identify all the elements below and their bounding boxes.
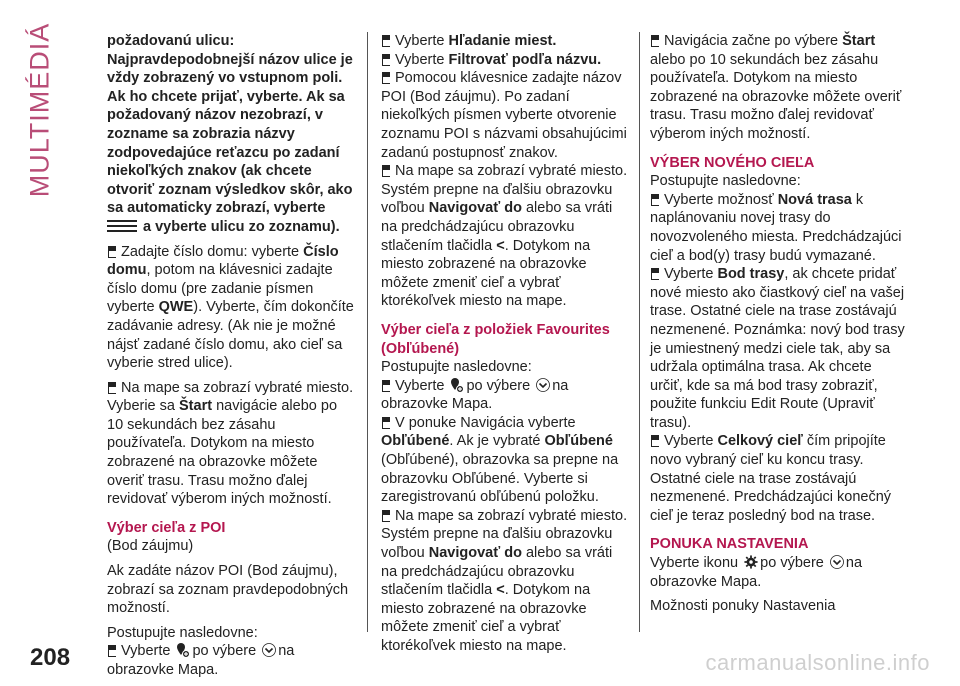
section-heading: Výber cieľa z POI bbox=[107, 519, 226, 536]
paragraph: Postupujte nasledovne: bbox=[650, 173, 801, 190]
list-item: Na mape sa zobrazí vybraté miesto. Vyberie sa Štart navigácie alebo po 10 sekundách bez zásahu používateľa. Dotykom na miesto zobrazené na obrazovke môžete overiť trasu. Trasu možno ďalej revidovať výberom iných možností. bbox=[107, 379, 354, 508]
arrow-icon bbox=[107, 246, 117, 257]
section-heading: Výber cieľa z položiek Favourites (Obľúbené) bbox=[381, 321, 610, 357]
section-heading: VÝBER NOVÉHO CIEĽA bbox=[650, 154, 815, 171]
arrow-icon bbox=[650, 435, 660, 446]
arrow-icon bbox=[381, 72, 391, 83]
list-item: Na mape sa zobrazí vybraté miesto. Systém prepne na ďalšiu obrazovku voľbou Navigovať do alebo sa vráti na predchádzajúcu obrazovku stlačením tlačidla <. Dotykom na miesto zobrazené na obrazovke môžete zmeniť cieľ a vybrať ktorékoľvek miesto na mape. bbox=[381, 163, 628, 310]
list-item: Na mape sa zobrazí vybraté miesto. Systém prepne na ďalšiu obrazovku voľbou Navigovať do alebo sa vráti na predchádzajúcu obrazovku stlačením tlačidla <. Dotykom na miesto zobrazené na obrazovke môžete zmeniť cieľ a vybrať ktorékoľvek miesto na mape. bbox=[381, 507, 628, 654]
list-item: Vyberte možnosť Nová trasa k naplánovaniu novej trasy do novozvoleného miesta. Predchádzajúci cieľ a bod(y) trasy budú vymazané. bbox=[650, 191, 902, 264]
list-item: Vyberte po výbere na obrazovke Mapa. bbox=[381, 377, 569, 413]
list-item: Zadajte číslo domu: vyberte Číslo domu, potom na klávesnici zadajte číslo domu (pre zadanie písmen vyberte QWE). Vyberte, čím dokončíte zadávanie adresy. (Ak nie je možné nájsť zadané číslo domu, ako cieľ sa vyberie stred ulice). bbox=[107, 243, 354, 372]
column-3 bbox=[650, 32, 905, 622]
page-number: 208 bbox=[30, 644, 71, 671]
column-divider bbox=[639, 32, 640, 632]
arrow-icon bbox=[107, 382, 117, 393]
chevron-down-icon bbox=[830, 554, 844, 570]
paragraph: Vyberte ikonu po výbere na obrazovke Mapa. bbox=[650, 555, 863, 590]
paragraph bbox=[107, 32, 357, 237]
list-icon bbox=[107, 219, 137, 233]
section-title: MULTIMÉDIÁ bbox=[24, 22, 55, 198]
section-side-tab bbox=[20, 22, 60, 198]
paragraph: Postupujte nasledovne: bbox=[381, 359, 532, 376]
map-pin-add-icon bbox=[176, 642, 190, 658]
arrow-icon bbox=[650, 194, 660, 205]
arrow-icon bbox=[381, 417, 391, 428]
arrow-icon bbox=[381, 35, 391, 46]
chevron-down-icon bbox=[262, 642, 276, 658]
paragraph-text: požadovanú ulicu: Najpravdepodobnejší názov ulice je vždy zobrazený vo vstupnom poli. Ak ho chcete prijať, vyberte. Ak sa požadovaný názov nezobrazí, v zozname sa zobrazia názvy zodpovedajúce reťazcu po zadaní niekoľkých znakov (ak chcete otvoriť zoznam výsledkov skôr, ako sa automaticky zobrazí, vyberte bbox=[107, 33, 353, 217]
list-item: Vyberte Filtrovať podľa názvu. bbox=[381, 51, 631, 70]
column-2 bbox=[381, 32, 631, 662]
arrow-icon bbox=[650, 35, 660, 46]
column-1 bbox=[107, 32, 357, 686]
list-item: Vyberte Hľadanie miest. bbox=[381, 32, 631, 51]
list-item: Vyberte Celkový cieľ čím pripojíte novo vybraný cieľ ku koncu trasy. Ostatné ciele na trase zostávajú nezmenené. Predchádzajúci konečný cieľ je teraz posledný bod na trase. bbox=[650, 433, 892, 524]
section-heading: PONUKA NASTAVENIA bbox=[650, 536, 809, 553]
paragraph: Možnosti ponuky Nastavenia bbox=[650, 598, 836, 615]
paragraph: Ak zadáte názov POI (Bod záujmu), zobrazí sa zoznam pravdepodobných možností. bbox=[107, 563, 349, 617]
list-item: Vyberte Bod trasy, ak chcete pridať nové miesto ako čiastkový cieľ na vašej trase. Ostatné ciele na trase zostávajú nezmenené. Poznámka: nový bod trasy je umiestnený medzi ciele tak, aby sa udržala optimálna trasa. Ak chcete určiť, kde sa má bod trasy zobraziť, použite funkciu Edit Route (Upraviť trasu). bbox=[650, 266, 905, 431]
list-item: Pomocou klávesnice zadajte názov POI (Bod záujmu). Po zadaní niekoľkých písmen vyberte otvorenie zoznamu POI s názvami obsahujúcimi zadanú postupnosť znakov. bbox=[381, 70, 627, 161]
paragraph-text: a vyberte ulicu zo zoznamu). bbox=[143, 218, 340, 235]
arrow-icon bbox=[381, 54, 391, 65]
arrow-icon bbox=[381, 165, 391, 176]
paragraph: Postupujte nasledovne: Vyberte po výbere na obrazovke Mapa. bbox=[107, 624, 295, 678]
heading-subtitle: (Bod záujmu) bbox=[107, 538, 194, 555]
chevron-down-icon bbox=[536, 377, 550, 393]
list-item: Navigácia začne po výbere Štart alebo po 10 sekundách bez zásahu používateľa. Dotykom na miesto zobrazené na obrazovke môžete overiť trasu. Trasu možno ďalej revidovať výberom iných možností. bbox=[650, 33, 902, 142]
arrow-icon bbox=[650, 268, 660, 279]
arrow-icon bbox=[107, 645, 117, 656]
list-item: V ponuke Navigácia vyberte Obľúbené. Ak je vybraté Obľúbené (Obľúbené), obrazovka sa prepne na obrazovku Obľúbené. Vyberte si zaregistrovanú obľúbenú položku. bbox=[381, 414, 619, 506]
gear-icon bbox=[744, 554, 758, 570]
column-divider bbox=[367, 32, 368, 632]
arrow-icon bbox=[381, 380, 391, 391]
watermark: carmanualsonline.info bbox=[705, 650, 930, 675]
arrow-icon bbox=[381, 510, 391, 521]
map-pin-add-icon bbox=[450, 377, 464, 393]
